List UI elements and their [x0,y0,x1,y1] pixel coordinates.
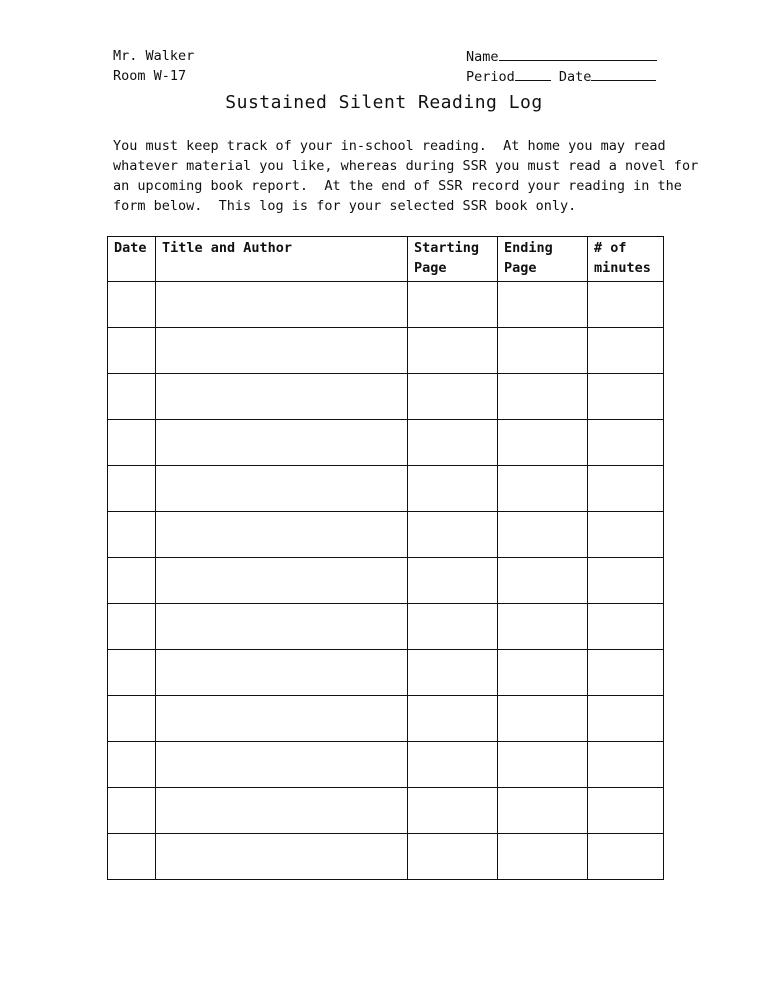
name-blank[interactable] [499,46,657,61]
minutes-cell[interactable] [588,282,664,328]
period-blank[interactable] [515,66,551,81]
title-author-cell[interactable] [156,512,408,558]
title-author-cell[interactable] [156,558,408,604]
table-row [108,466,664,512]
starting-page-cell[interactable] [408,834,498,880]
date-cell[interactable] [108,834,156,880]
minutes-cell[interactable] [588,466,664,512]
instructions-line: form below. This log is for your selected SSR book only. [113,198,577,214]
table-row [108,834,664,880]
minutes-cell[interactable] [588,604,664,650]
table-row [108,650,664,696]
column-header-title-author: Title and Author [156,237,408,282]
date-cell[interactable] [108,742,156,788]
ending-page-cell[interactable] [498,650,588,696]
date-cell[interactable] [108,512,156,558]
ending-page-cell[interactable] [498,696,588,742]
page-title: Sustained Silent Reading Log [225,92,543,113]
ending-page-cell[interactable] [498,282,588,328]
room-number: Room W-17 [113,68,187,84]
date-cell[interactable] [108,466,156,512]
reading-log-table [107,236,664,880]
table-row [108,328,664,374]
minutes-cell[interactable] [588,696,664,742]
date-cell[interactable] [108,374,156,420]
starting-page-cell[interactable] [408,788,498,834]
date-cell[interactable] [108,604,156,650]
ending-page-cell[interactable] [498,466,588,512]
ending-page-cell[interactable] [498,420,588,466]
date-cell[interactable] [108,282,156,328]
table-row [108,788,664,834]
instructions-line: whatever material you like, whereas during SSR you must read a novel for [113,158,699,174]
period-date-fields [466,66,656,87]
starting-page-cell[interactable] [408,558,498,604]
column-header-date: Date [108,237,156,282]
ending-page-cell[interactable] [498,604,588,650]
starting-page-cell[interactable] [408,466,498,512]
ending-page-cell[interactable] [498,512,588,558]
title-author-cell[interactable] [156,604,408,650]
date-cell[interactable] [108,420,156,466]
starting-page-cell[interactable] [408,328,498,374]
ending-page-cell[interactable] [498,834,588,880]
minutes-cell[interactable] [588,742,664,788]
name-label: Name [466,49,499,65]
minutes-cell[interactable] [588,558,664,604]
name-field[interactable] [466,46,657,67]
title-author-cell[interactable] [156,696,408,742]
table-row [108,558,664,604]
table-row [108,604,664,650]
starting-page-cell[interactable] [408,374,498,420]
title-author-cell[interactable] [156,374,408,420]
date-cell[interactable] [108,650,156,696]
column-header-ending-page: Ending Page [498,237,588,282]
table-row [108,742,664,788]
table-row [108,420,664,466]
instructions-line: an upcoming book report. At the end of SSR record your reading in the [113,178,682,194]
date-cell[interactable] [108,696,156,742]
teacher-name: Mr. Walker [113,48,195,64]
minutes-cell[interactable] [588,374,664,420]
title-author-cell[interactable] [156,282,408,328]
minutes-cell[interactable] [588,834,664,880]
date-label: Date [558,69,592,85]
ending-page-cell[interactable] [498,328,588,374]
title-author-cell[interactable] [156,420,408,466]
starting-page-cell[interactable] [408,420,498,466]
minutes-cell[interactable] [588,512,664,558]
column-header-starting-page: Starting Page [408,237,498,282]
title-author-cell[interactable] [156,834,408,880]
title-author-cell[interactable] [156,466,408,512]
table-row [108,282,664,328]
period-label: Period [466,69,515,85]
title-author-cell[interactable] [156,328,408,374]
minutes-cell[interactable] [588,420,664,466]
title-author-cell[interactable] [156,742,408,788]
starting-page-cell[interactable] [408,742,498,788]
ending-page-cell[interactable] [498,788,588,834]
ending-page-cell[interactable] [498,742,588,788]
minutes-cell[interactable] [588,650,664,696]
table-row [108,512,664,558]
table-body [108,282,664,880]
starting-page-cell[interactable] [408,650,498,696]
title-author-cell[interactable] [156,788,408,834]
column-header-minutes: # of minutes [588,237,664,282]
date-cell[interactable] [108,328,156,374]
minutes-cell[interactable] [588,328,664,374]
table-row [108,374,664,420]
starting-page-cell[interactable] [408,696,498,742]
table-header-row [108,237,664,282]
date-cell[interactable] [108,788,156,834]
date-blank[interactable] [591,66,656,81]
starting-page-cell[interactable] [408,604,498,650]
starting-page-cell[interactable] [408,282,498,328]
instructions-line: You must keep track of your in-school reading. At home you may read [113,138,666,154]
minutes-cell[interactable] [588,788,664,834]
instructions-paragraph [113,136,699,216]
title-author-cell[interactable] [156,650,408,696]
table-row [108,696,664,742]
ending-page-cell[interactable] [498,374,588,420]
ending-page-cell[interactable] [498,558,588,604]
starting-page-cell[interactable] [408,512,498,558]
date-cell[interactable] [108,558,156,604]
